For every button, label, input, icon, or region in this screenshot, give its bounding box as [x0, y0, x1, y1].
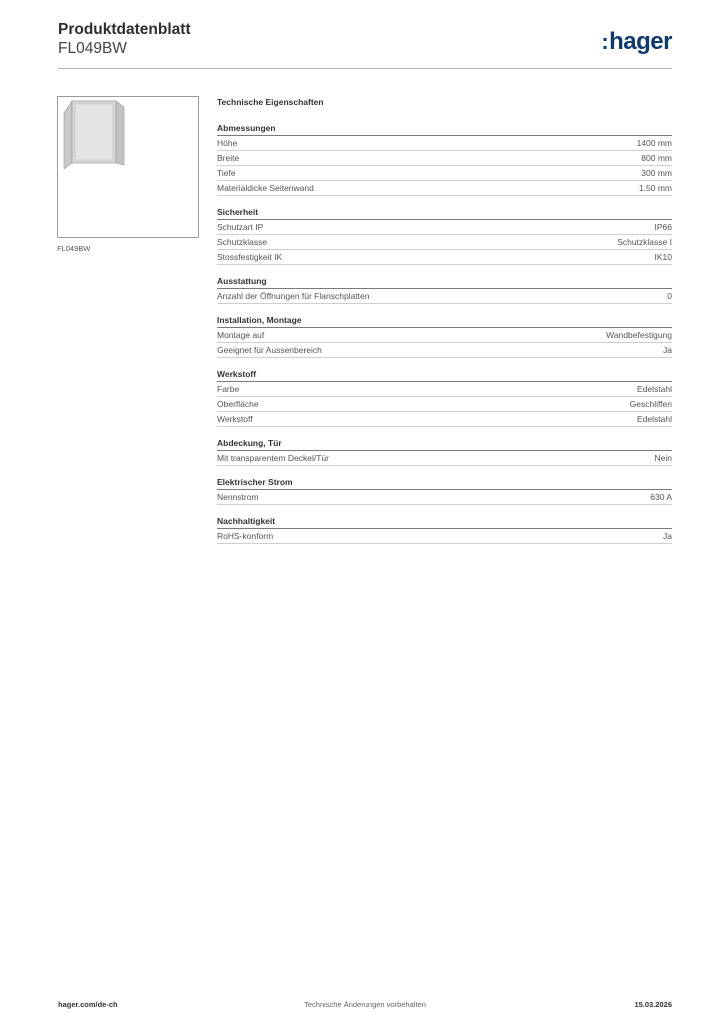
specs-title: Technische Eigenschaften: [217, 97, 324, 107]
spec-row: [217, 220, 672, 235]
spec-sections: [217, 122, 672, 544]
spec-section: [217, 275, 672, 304]
spec-row: [217, 529, 672, 544]
page-header: [58, 20, 672, 68]
spec-row: [217, 343, 672, 358]
spec-label: Oberfläche: [217, 399, 259, 409]
spec-label: Montage auf: [217, 330, 265, 340]
spec-section: [217, 206, 672, 265]
spec-value: 630 A: [650, 492, 672, 502]
spec-value: IK10: [654, 252, 672, 262]
spec-section: [217, 122, 672, 196]
spec-section: [217, 437, 672, 466]
spec-value: Nein: [654, 453, 672, 463]
spec-label: Schutzart IP: [217, 222, 264, 232]
spec-section: [217, 368, 672, 427]
spec-row: [217, 289, 672, 304]
spec-row: [217, 235, 672, 250]
spec-value: 300 mm: [641, 168, 672, 178]
section-heading: Werkstoff: [217, 368, 672, 382]
page-footer: [58, 1000, 672, 1012]
spec-label: Mit transparentem Deckel/Tür: [217, 453, 329, 463]
spec-label: Anzahl der Öffnungen für Flanschplatten: [217, 291, 370, 301]
spec-row: [217, 451, 672, 466]
spec-value: 800 mm: [641, 153, 672, 163]
hager-logo: [601, 28, 672, 56]
spec-section: [217, 314, 672, 358]
section-heading: Nachhaltigkeit: [217, 515, 672, 529]
spec-section: [217, 476, 672, 505]
section-heading: Abmessungen: [217, 122, 672, 136]
spec-value: Geschliffen: [629, 399, 672, 409]
spec-value: Ja: [663, 345, 672, 355]
spec-row: [217, 166, 672, 181]
section-heading: Ausstattung: [217, 275, 672, 289]
spec-row: [217, 136, 672, 151]
footer-date: 15.03.2026: [634, 1000, 672, 1009]
document-title: Produktdatenblatt: [58, 21, 191, 38]
spec-section: [217, 515, 672, 544]
spec-label: Stossfestigkeit IK: [217, 252, 283, 262]
spec-label: Werkstoff: [217, 414, 253, 424]
logo-colon-icon: :: [601, 29, 609, 54]
spec-label: Breite: [217, 153, 240, 163]
spec-label: Farbe: [217, 384, 240, 394]
spec-value: Edelstahl: [637, 414, 672, 424]
spec-value: 1400 mm: [636, 138, 672, 148]
spec-row: [217, 382, 672, 397]
cabinet-illustration: [58, 97, 198, 237]
product-code: FL049BW: [58, 40, 127, 57]
spec-row: [217, 151, 672, 166]
section-heading: Abdeckung, Tür: [217, 437, 672, 451]
spec-row: [217, 397, 672, 412]
footer-note: Technische Änderungen vorbehalten: [304, 1000, 426, 1009]
spec-value: IP66: [654, 222, 672, 232]
image-caption: FL049BW: [57, 244, 91, 253]
product-image: [57, 96, 199, 238]
spec-label: RoHS-konform: [217, 531, 274, 541]
header-divider: [58, 68, 672, 69]
spec-label: Tiefe: [217, 168, 236, 178]
section-heading: Sicherheit: [217, 206, 672, 220]
spec-value: 1.50 mm: [638, 183, 672, 193]
spec-value: 0: [667, 291, 672, 301]
spec-label: Materialdicke Seitenwand: [217, 183, 314, 193]
spec-row: [217, 412, 672, 427]
spec-label: Geeignet für Aussenbereich: [217, 345, 322, 355]
spec-label: Schutzklasse: [217, 237, 268, 247]
spec-row: [217, 490, 672, 505]
spec-label: Nennstrom: [217, 492, 259, 502]
spec-value: Ja: [663, 531, 672, 541]
spec-value: Schutzklasse I: [617, 237, 672, 247]
section-heading: Installation, Montage: [217, 314, 672, 328]
spec-label: Höhe: [217, 138, 238, 148]
spec-row: [217, 181, 672, 196]
spec-value: Wandbefestigung: [606, 330, 672, 340]
spec-row: [217, 328, 672, 343]
section-heading: Elektrischer Strom: [217, 476, 672, 490]
technical-specs: [217, 96, 672, 554]
footer-website[interactable]: hager.com/de-ch: [58, 1000, 118, 1009]
logo-text: hager: [609, 28, 672, 55]
spec-row: [217, 250, 672, 265]
spec-value: Edelstahl: [637, 384, 672, 394]
